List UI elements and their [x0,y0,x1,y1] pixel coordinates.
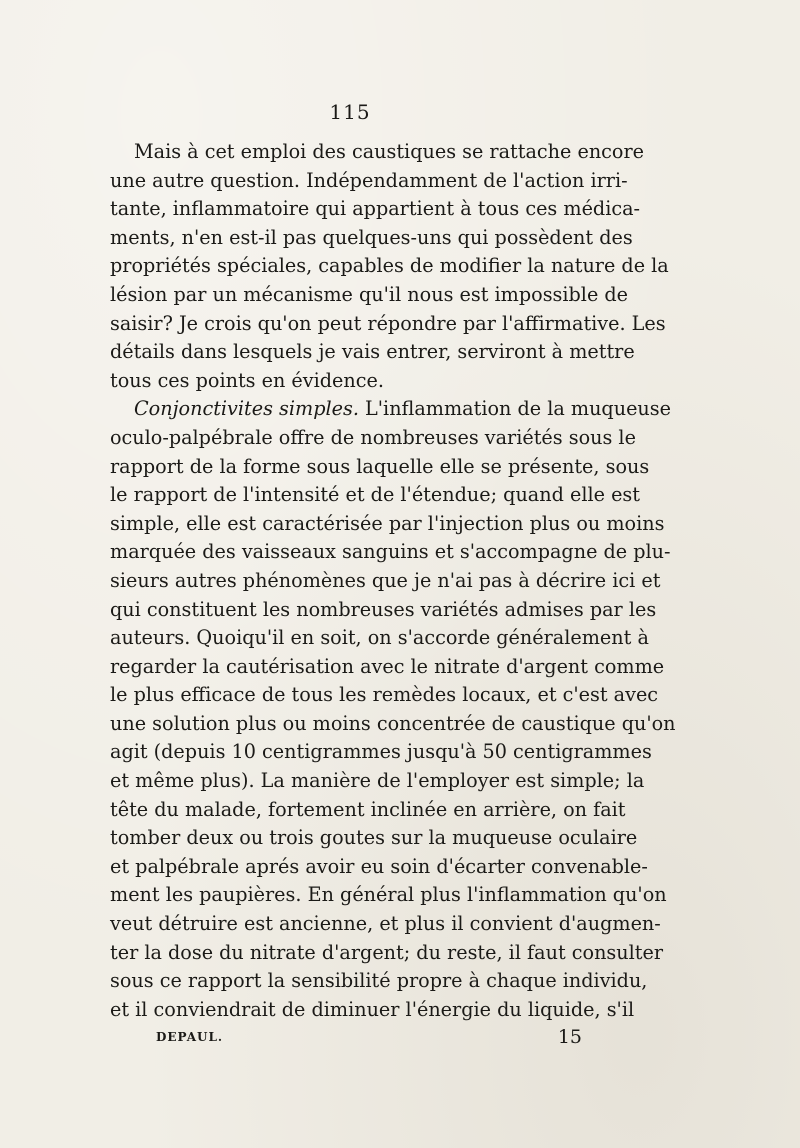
paragraph-first-line [110,395,671,424]
text-line: et il conviendrait de diminuer l'énergie du liquide, s'il [110,997,635,1021]
text-line: une solution plus ou moins concentrée de caustique qu'on [110,711,676,735]
text-line: auteurs. Quoiqu'il en soit, on s'accorde généralement à [110,626,649,650]
text-line: lésion par un mécanisme qu'il nous est impossible de [110,282,629,306]
text-line: saisir? Je crois qu'on peut répondre par l'affirmative. Les [110,311,666,335]
text-line: tous ces points en évidence. [110,368,384,392]
text-line: tante, inflammatoire qui appartient à tous ces médica- [110,197,641,221]
text-line: et même plus). La manière de l'employer est simple; la [110,769,645,793]
text-line: sous ce rapport la sensibilité propre à chaque individu, [110,969,648,993]
text-line: ment les paupières. En général plus l'inflammation qu'on [110,883,667,907]
text-line: veut détruire est ancienne, et plus il convient d'augmen- [110,912,661,936]
text-line: ter la dose du nitrate d'argent; du reste, il faut consulter [110,940,663,964]
page-number: 115 [329,100,371,124]
text-line: le plus efficace de tous les remèdes locaux, et c'est avec [110,683,659,707]
section-heading: Conjonctivites simples. [134,397,359,421]
text-line: détails dans lesquels je vais entrer, serviront à mettre [110,340,635,364]
text-line: agit (depuis 10 centigrammes jusqu'à 50 centigrammes [110,740,652,764]
sheet-number: 15 [557,1026,582,1048]
text-line: marquée des vaisseaux sanguins et s'accompagne de plu- [110,540,671,564]
text-line: sieurs autres phénomènes que je n'ai pas à décrire ici et [110,568,661,592]
text-line: tête du malade, fortement inclinée en arrière, on fait [110,797,626,821]
text-line: Mais à cet emploi des caustiques se rattache encore [134,140,645,163]
text-line: simple, elle est caractérisée par l'injection plus ou moins [110,511,665,535]
text-line: et palpébrale aprés avoir eu soin d'écarter convenable- [110,854,648,878]
text-line: rapport de la forme sous laquelle elle se présente, sous [110,454,650,478]
text-fragment: L'inflammation de la muqueuse [358,397,671,421]
text-line: tomber deux ou trois goutes sur la muqueuse oculaire [110,826,638,850]
text-line: oculo-palpébrale offre de nombreuses variétés sous le [110,425,636,449]
printer-signature: DEPAUL. [156,1030,224,1044]
text-line: regarder la cautérisation avec le nitrate d'argent comme [110,654,665,678]
text-line: une autre question. Indépendamment de l'action irri- [110,168,628,192]
body-text [110,138,676,1024]
text-line: qui constituent les nombreuses variétés admises par les [110,597,657,621]
text-line: le rapport de l'intensité et de l'étendue; quand elle est [110,483,640,507]
text-line: ments, n'en est-il pas quelques-uns qui possèdent des [110,225,633,249]
text-line: propriétés spéciales, capables de modifier la nature de la [110,254,669,278]
